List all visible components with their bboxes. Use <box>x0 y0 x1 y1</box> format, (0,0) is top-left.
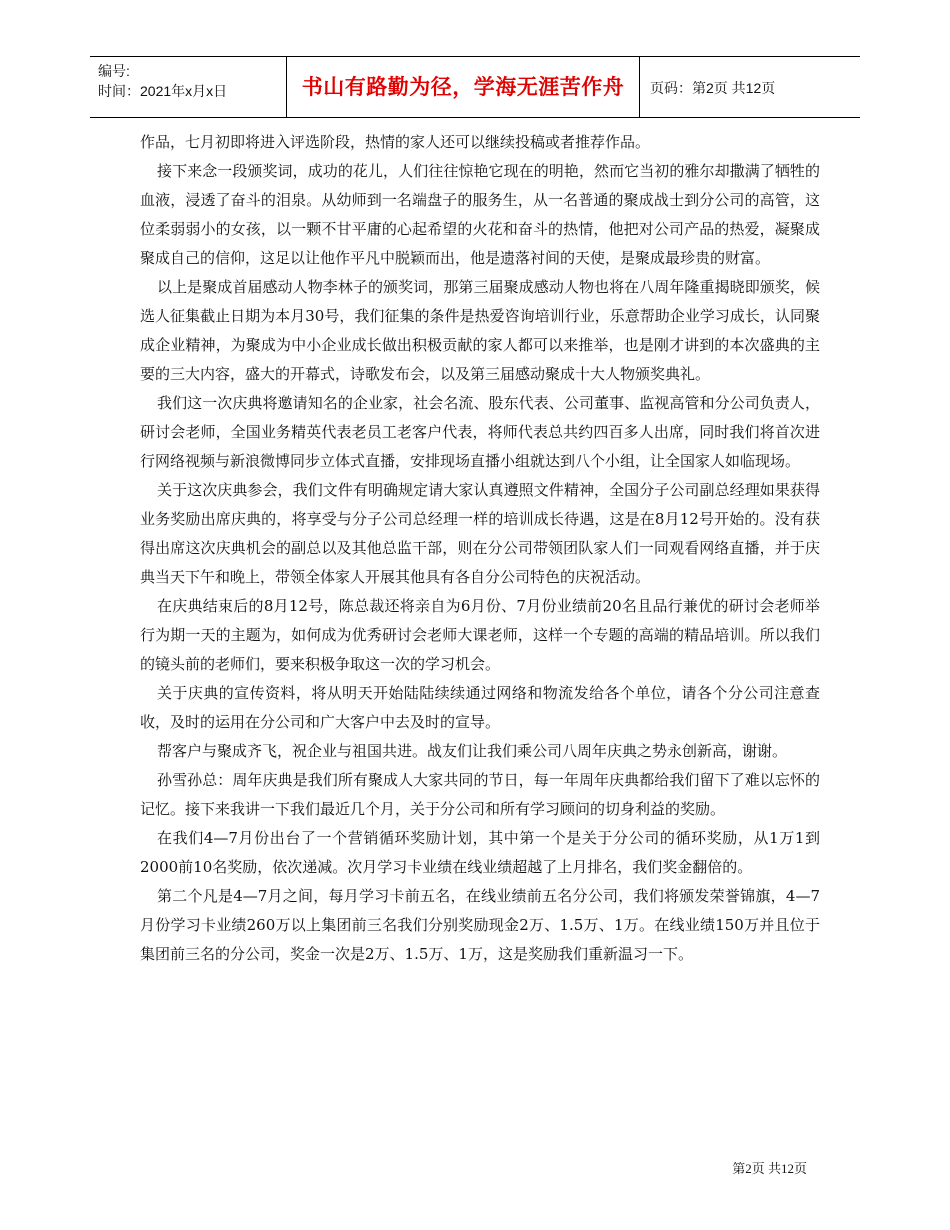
document-date-label: 时间：2021年x月x日 <box>98 83 228 99</box>
header-page-cell <box>640 57 860 117</box>
header-page-number: 页码：第2页 共12页 <box>650 80 776 96</box>
document-body <box>140 128 820 969</box>
paragraph: 关于这次庆典参会，我们文件有明确规定请大家认真遵照文件精神，全国分子公司副总经理如果获得业务奖励出席庆典的，将享受与分子公司总经理一样的培训成长待遇，这是在8月12号开始的。没有获得出席这次庆典机会的副总以及其他总监干部，则在分公司带领团队家人们一同观看网络直播，并于庆典当天下午和晚上，带领全体家人开展其他具有各自分公司特色的庆祝活动。 <box>140 481 820 586</box>
paragraph: 关于庆典的宣传资料，将从明天开始陆陆续续通过网络和物流发给各个单位，请各个分公司注意查收，及时的运用在分公司和广大客户中去及时的宣导。 <box>140 684 820 731</box>
header-meta-cell <box>90 57 287 117</box>
header-motto-cell <box>287 57 640 117</box>
paragraph: 孙雪孙总：周年庆典是我们所有聚成人大家共同的节日，每一年周年庆典都给我们留下了难以忘怀的记忆。接下来我讲一下我们最近几个月，关于分公司和所有学习顾问的切身利益的奖励。 <box>140 771 820 818</box>
paragraph: 在我们4—7月份出台了一个营销循环奖励计划，其中第一个是关于分公司的循环奖励，从1万1到2000前10名奖励，依次递减。次月学习卡业绩在线业绩超越了上月排名，我们奖金翻倍的。 <box>140 829 820 876</box>
paragraph: 在庆典结束后的8月12号，陈总裁还将亲自为6月份、7月份业绩前20名且品行兼优的研讨会老师举行为期一天的主题为，如何成为优秀研讨会老师大课老师，这样一个专题的高端的精品培训。所以我们的镜头前的老师们，要来积极争取这一次的学习机会。 <box>140 597 820 673</box>
paragraph: 帮客户与聚成齐飞，祝企业与祖国共进。战友们让我们乘公司八周年庆典之势永创新高，谢谢。 <box>157 742 788 760</box>
paragraph: 作品，七月初即将进入评选阶段，热情的家人还可以继续投稿或者推荐作品。 <box>140 133 651 151</box>
page-header <box>90 56 860 118</box>
paragraph: 接下来念一段颁奖词，成功的花儿，人们往往惊艳它现在的明艳，然而它当初的雅尔却撒满了牺牲的血液，浸透了奋斗的泪泉。从幼师到一名端盘子的服务生，从一名普通的聚成战士到分公司的高管，这位柔弱弱小的女孩，以一颗不甘平庸的心起希望的火花和奋斗的热情，他把对公司产品的热爱，凝聚成聚成自己的信仰，这足以让他作平凡中脱颖而出，他是遗落衬间的天使，是聚成最珍贵的财富。 <box>140 162 820 267</box>
paragraph: 第二个凡是4—7月之间，每月学习卡前五名，在线业绩前五名分公司，我们将颁发荣誉锦旗，4—7月份学习卡业绩260万以上集团前三名我们分别奖励现金2万、1.5万、1万。在线业绩150万并且位于集团前三名的分公司，奖金一次是2万、1.5万、1万，这是奖励我们重新温习一下。 <box>140 887 820 963</box>
page-footer-number: 第2页 共12页 <box>732 1161 807 1176</box>
paragraph: 我们这一次庆典将邀请知名的企业家，社会名流、股东代表、公司董事、监视高管和分公司负责人，研讨会老师，全国业务精英代表老员工老客户代表，将师代表总共约四百多人出席，同时我们将首次进行网络视频与新浪微博同步立体式直播，安排现场直播小组就达到八个小组，让全国家人如临现场。 <box>140 394 820 470</box>
paragraph: 以上是聚成首届感动人物李林子的颁奖词，那第三届聚成感动人物也将在八周年隆重揭晓即颁奖，候选人征集截止日期为本月30号，我们征集的条件是热爱咨询培训行业，乐意帮助企业学习成长，认同聚成企业精神，为聚成为中小企业成长做出积极贡献的家人都可以来推举，也是刚才讲到的本次盛典的主要的三大内容，盛大的开幕式，诗歌发布会，以及第三届感动聚成十大人物颁奖典礼。 <box>140 278 820 383</box>
document-number-label: 编号: <box>98 63 130 79</box>
header-motto: 书山有路勤为径，学海无涯苦作舟 <box>301 75 625 99</box>
